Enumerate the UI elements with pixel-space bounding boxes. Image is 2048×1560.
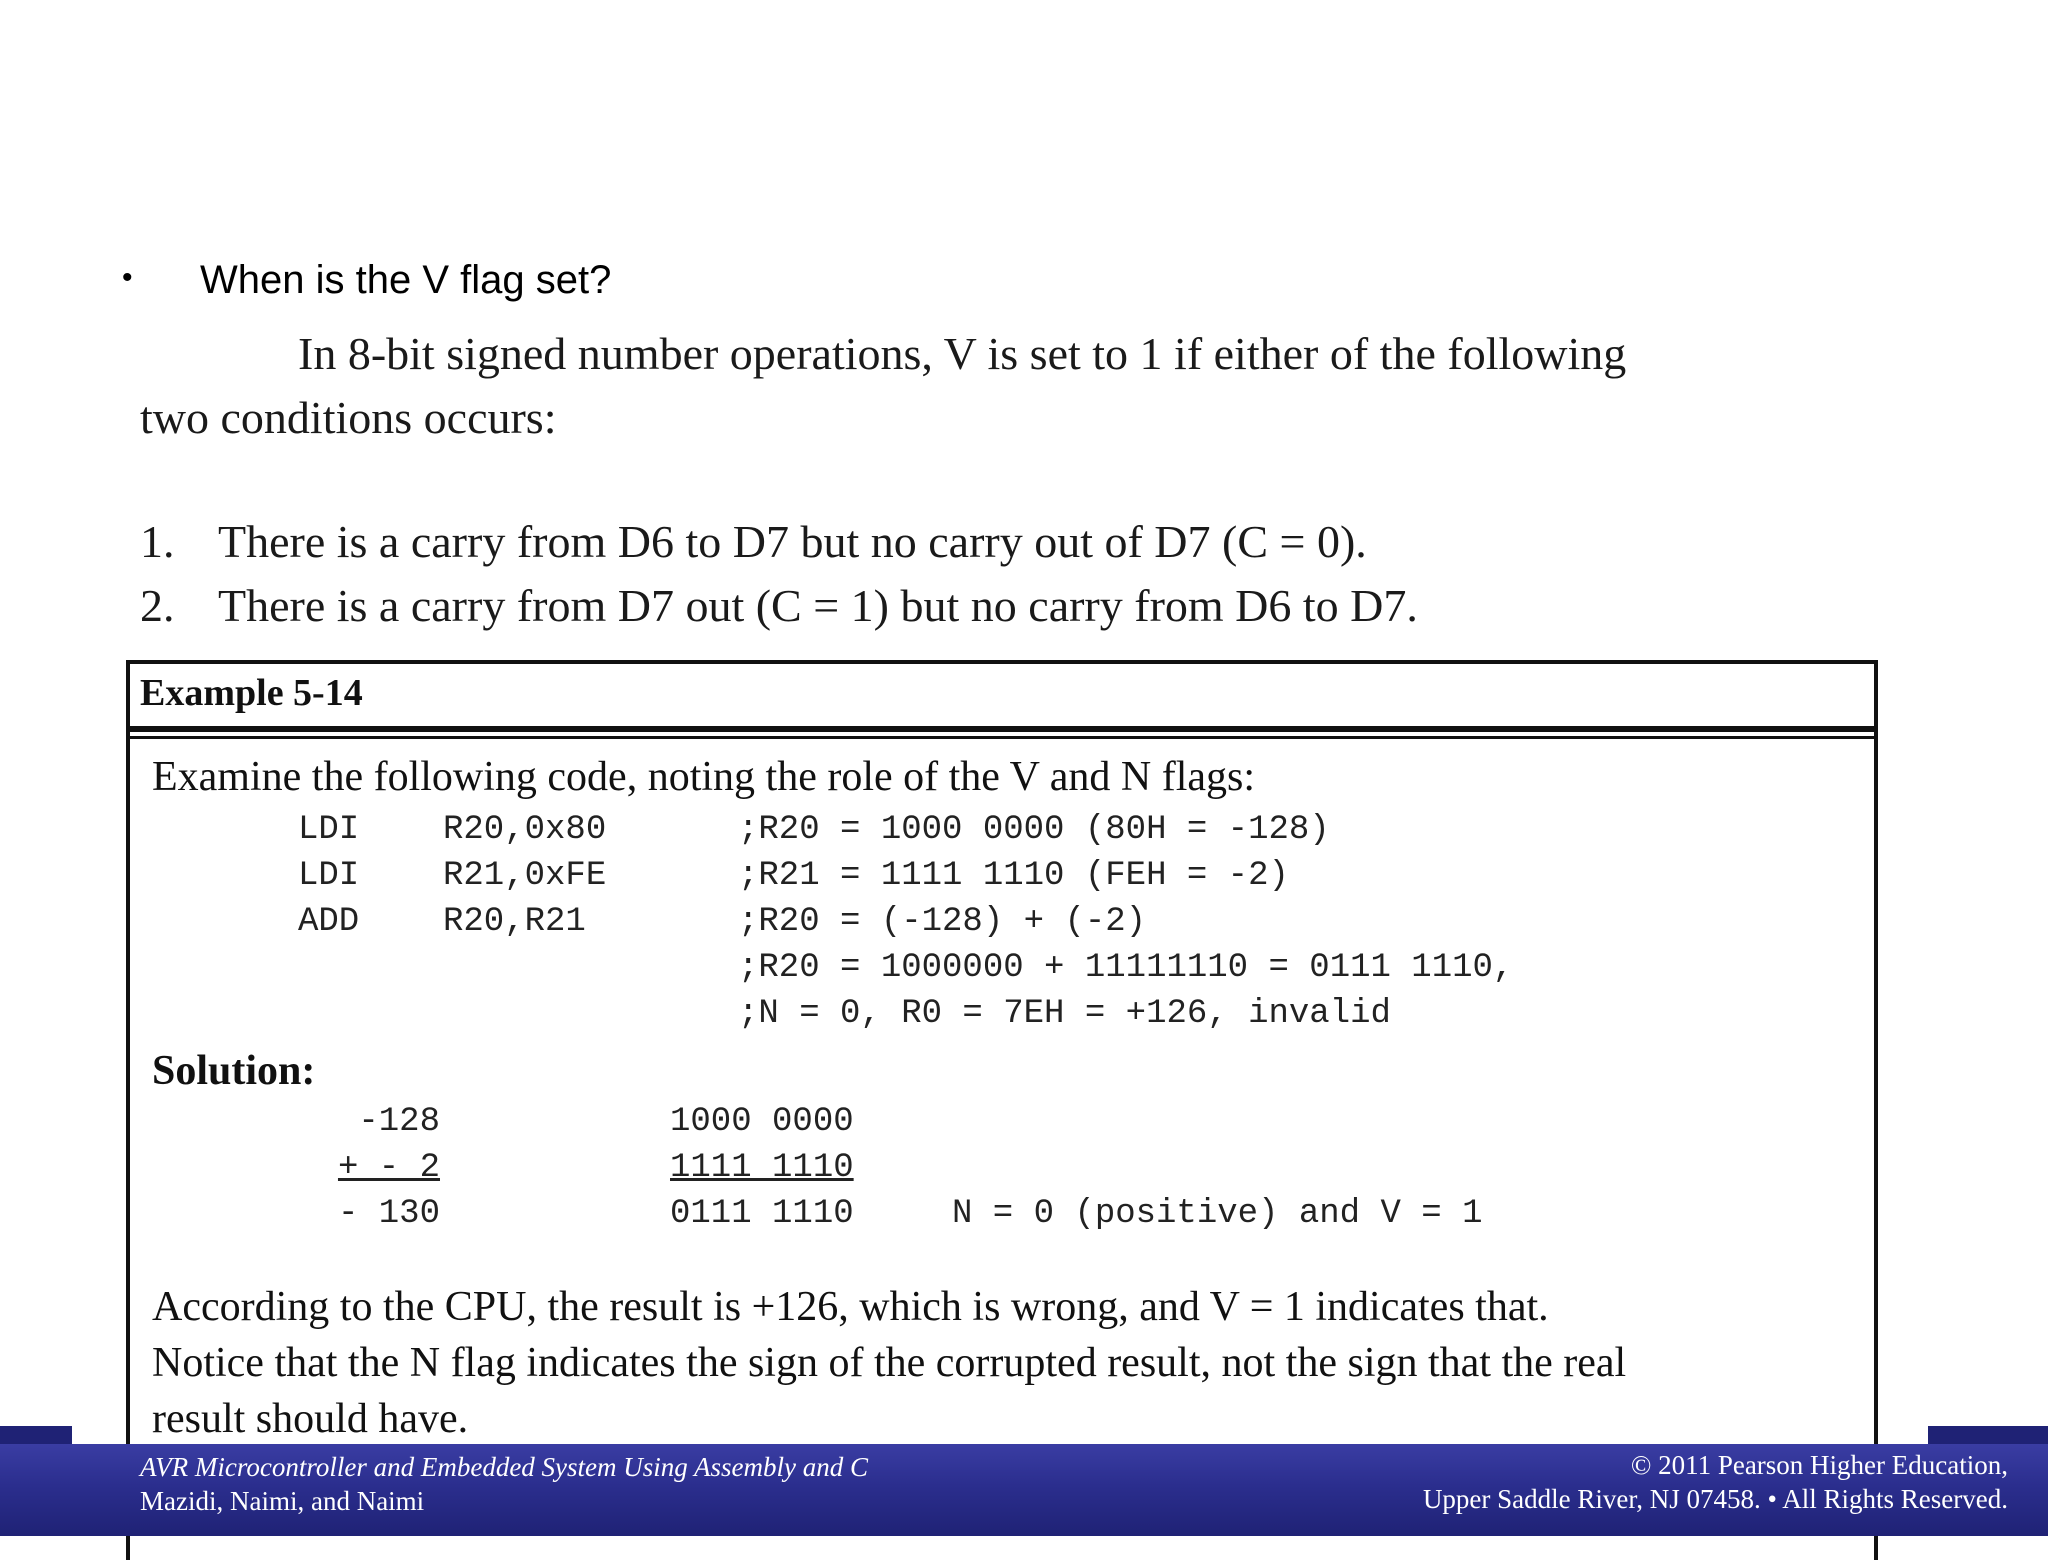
solution-row	[152, 1099, 1874, 1145]
code-operands: R20,R21	[443, 903, 586, 941]
solution-binary-wrap	[440, 1145, 930, 1191]
code-line	[152, 853, 1874, 899]
code-comment: ;R20 = 1000000 + 11111110 = 0111 1110,	[738, 949, 1514, 987]
solution-decimal: -128	[358, 1103, 440, 1141]
bullet-question	[122, 258, 611, 303]
footer-copyright-line-1: © 2011 Pearson Higher Education,	[1630, 1450, 2008, 1480]
intro-line-1: In 8-bit signed number operations, V is set to 1 if either of the following	[298, 328, 1627, 379]
solution-label: Solution:	[152, 1048, 316, 1094]
code-comment: ;R20 = 1000 0000 (80H = -128)	[738, 811, 1330, 849]
footer-bar	[0, 1444, 2048, 1536]
code-instruction: LDI	[298, 857, 360, 895]
conclusion-paragraph	[152, 1279, 1862, 1447]
code-operands: R20,0x80	[443, 811, 607, 849]
conclusion-line: Notice that the N flag indicates the sign of the corrupted result, not the sign that the real	[152, 1340, 1627, 1386]
code-comment: ;R21 = 1111 1110 (FEH = -2)	[738, 857, 1289, 895]
footer-authors: Mazidi, Naimi, and Naimi	[140, 1486, 425, 1516]
footer-course-info	[140, 1450, 868, 1518]
code-line	[152, 945, 1874, 991]
solution-decimal: + - 2	[337, 1149, 440, 1187]
code-comment: ;N = 0, R0 = 7EH = +126, invalid	[738, 995, 1391, 1033]
footer-tab-left	[0, 1426, 72, 1444]
condition-item	[140, 574, 1418, 638]
bullet-dot: •	[122, 261, 133, 294]
condition-item	[140, 510, 1418, 574]
intro-line-2: two conditions occurs:	[140, 392, 557, 443]
code-line	[152, 991, 1874, 1037]
footer-copyright	[1423, 1448, 2008, 1516]
condition-text: There is a carry from D6 to D7 but no carry out of D7 (C = 0).	[218, 516, 1367, 567]
conclusion-line: According to the CPU, the result is +126, which is wrong, and V = 1 indicates that.	[152, 1284, 1549, 1330]
solution-binary: 0111 1110	[670, 1195, 854, 1233]
solution-decimal: - 130	[337, 1195, 440, 1233]
intro-paragraph	[140, 322, 1860, 450]
footer-copyright-line-2: Upper Saddle River, NJ 07458. • All Rights Reserved.	[1422, 1484, 2008, 1514]
example-title: Example 5-14	[130, 664, 1874, 732]
example-box	[126, 660, 1878, 1560]
condition-text: There is a carry from D7 out (C = 1) but no carry from D6 to D7.	[218, 580, 1418, 631]
code-listing	[152, 807, 1874, 1037]
code-comment: ;R20 = (-128) + (-2)	[738, 903, 1147, 941]
condition-number: 2.	[140, 580, 175, 631]
example-body	[130, 736, 1874, 1447]
example-intro: Examine the following code, noting the role of the V and N flags:	[152, 754, 1256, 800]
code-instruction: LDI	[298, 811, 360, 849]
code-instruction: ADD	[298, 903, 360, 941]
solution-binary: 1000 0000	[670, 1103, 854, 1141]
footer-course-title: AVR Microcontroller and Embedded System Using Assembly and C	[140, 1452, 869, 1482]
code-line	[152, 807, 1874, 853]
solution-table	[152, 1099, 1874, 1237]
solution-note: N = 0 (positive) and V = 1	[952, 1195, 1483, 1233]
conditions-list	[140, 510, 1418, 638]
solution-row	[152, 1191, 1874, 1237]
solution-row	[152, 1145, 1874, 1191]
question-text: When is the V flag set?	[200, 258, 612, 302]
condition-number: 1.	[140, 516, 175, 567]
code-line	[152, 899, 1874, 945]
code-operands: R21,0xFE	[443, 857, 607, 895]
conclusion-line: result should have.	[152, 1396, 469, 1442]
solution-binary: 1111 1110	[670, 1149, 854, 1187]
footer-tab-right	[1928, 1426, 2048, 1444]
